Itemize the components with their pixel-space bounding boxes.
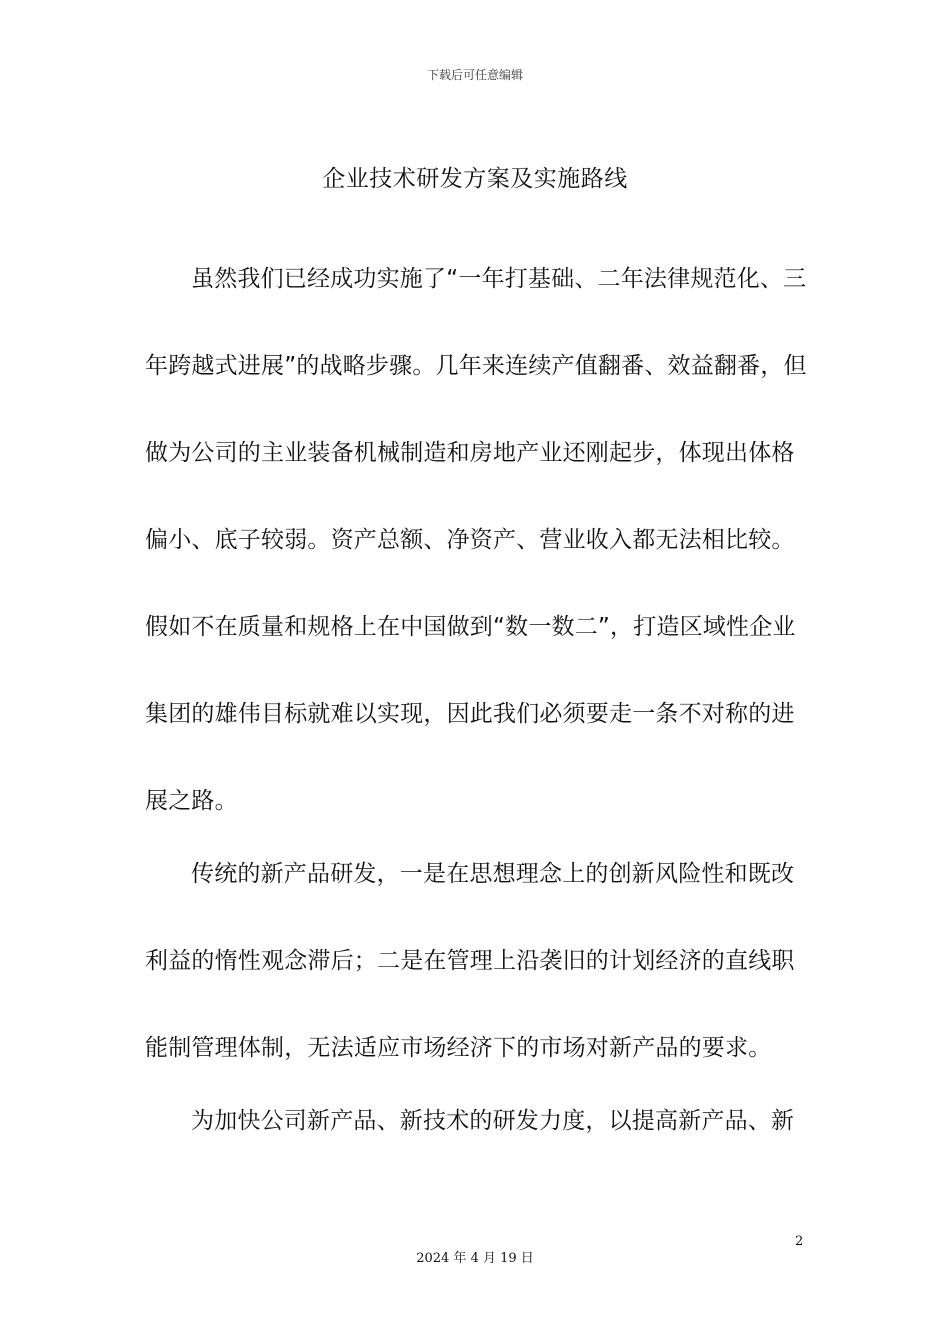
page-header: 下载后可任意编辑 bbox=[426, 68, 523, 82]
paragraph-line: 虽然我们已经成功实施了“一年打基础、二年法律规范化、三 bbox=[191, 266, 807, 292]
paragraph-line: 做为公司的主业装备机械制造和房地产业还刚起步，体现出体格 bbox=[145, 440, 795, 466]
footer-date: 2024 年 4 月 19 日 bbox=[416, 1251, 534, 1266]
paragraph-line: 集团的雄伟目标就难以实现，因此我们必须要走一条不对称的进 bbox=[145, 701, 795, 727]
paragraph-line: 展之路。 bbox=[145, 788, 238, 814]
document-title: 企业技术研发方案及实施路线 bbox=[322, 166, 628, 192]
paragraph-line: 年跨越式进展”的战略步骤。几年来连续产值翻番、效益翻番，但 bbox=[145, 353, 807, 379]
paragraph-line: 传统的新产品研发，一是在思想理念上的创新风险性和既改 bbox=[191, 861, 795, 887]
page-number: 2 bbox=[795, 1234, 804, 1249]
paragraph-line: 为加快公司新产品、新技术的研发力度，以提高新产品、新 bbox=[191, 1108, 795, 1134]
paragraph-line: 假如不在质量和规格上在中国做到“数一数二”，打造区域性企业 bbox=[145, 614, 796, 640]
paragraph-line: 偏小、底子较弱。资产总额、净资产、营业收入都无法相比较。 bbox=[145, 527, 795, 553]
paragraph-line: 利益的惰性观念滞后；二是在管理上沿袭旧的计划经济的直线职 bbox=[145, 948, 795, 974]
paragraph-line: 能制管理体制，无法适应市场经济下的市场对新产品的要求。 bbox=[145, 1035, 772, 1061]
